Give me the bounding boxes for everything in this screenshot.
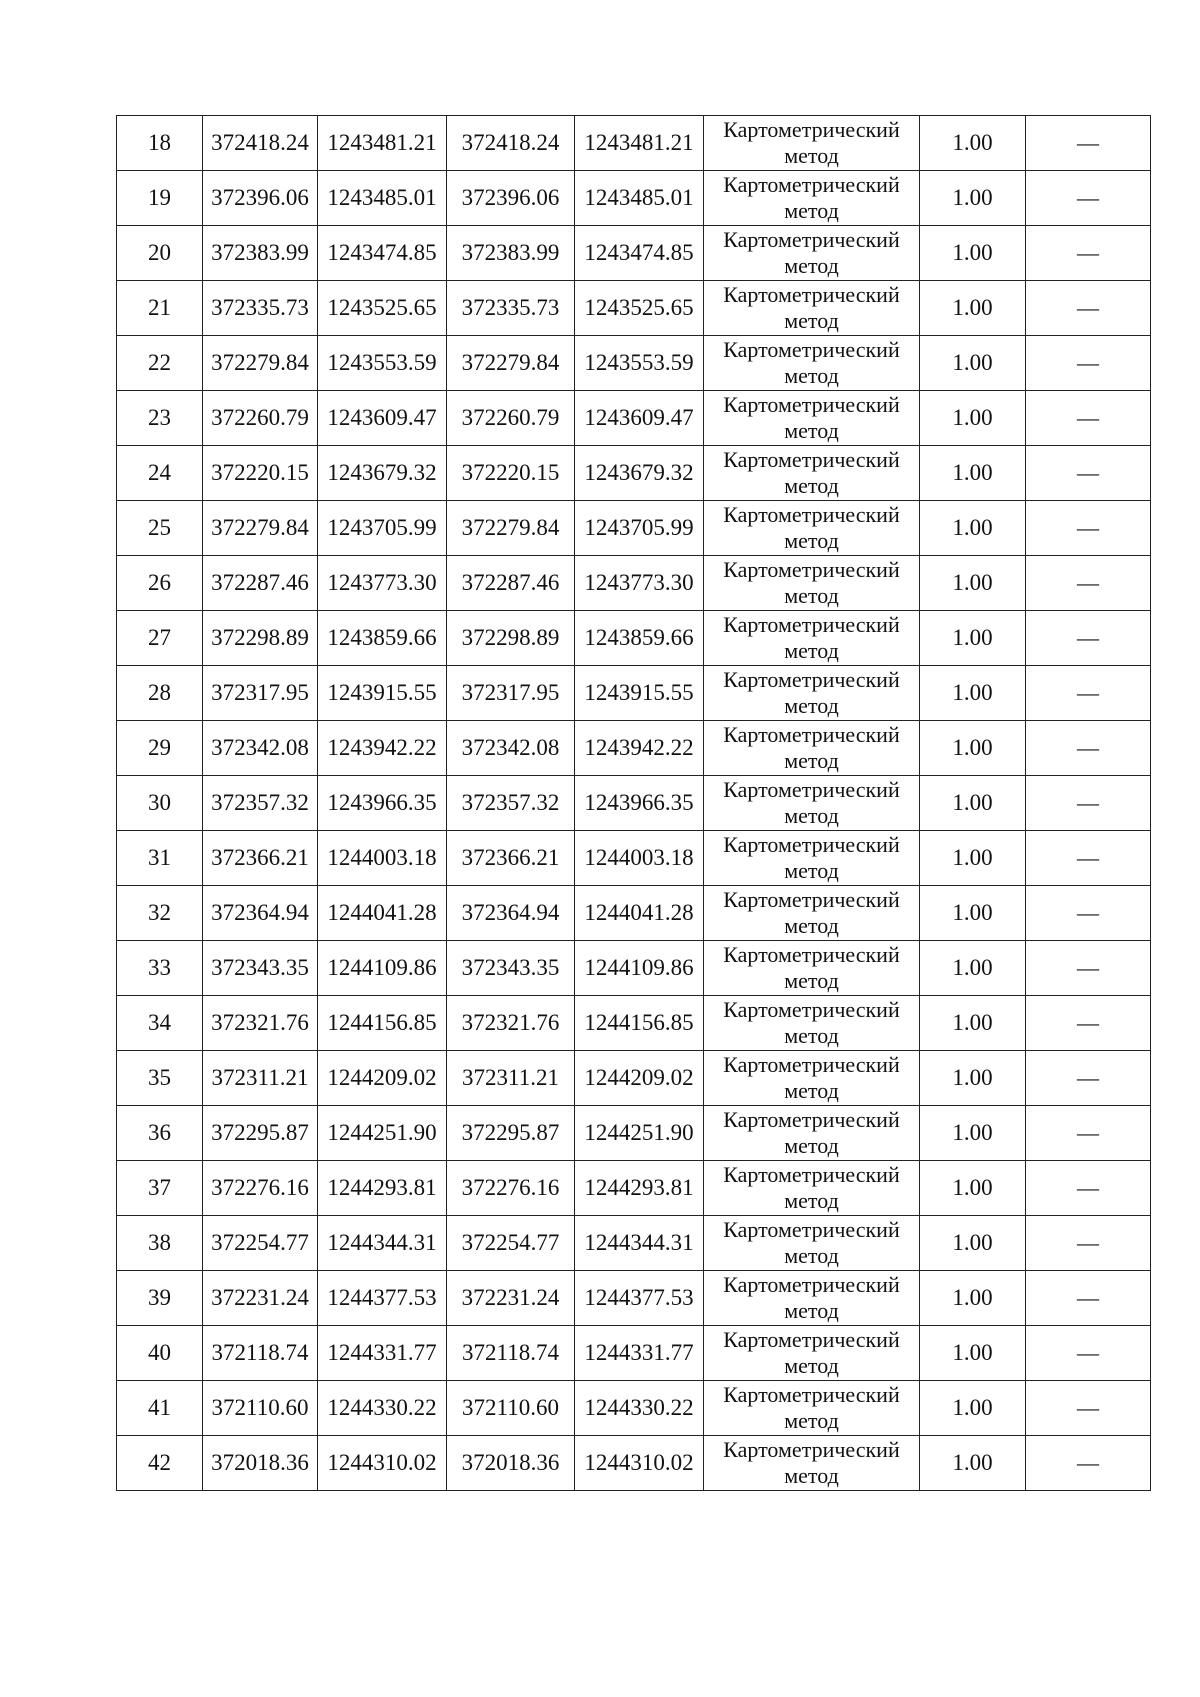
refined-x-cell: 372287.46 [447, 556, 575, 611]
existing-y-cell: 1243481.21 [318, 116, 447, 171]
precision-cell: 1.00 [920, 611, 1026, 666]
method-cell: Картометрический метод [704, 226, 920, 281]
refined-y-cell: 1243773.30 [575, 556, 704, 611]
method-cell: Картометрический метод [704, 721, 920, 776]
existing-x-cell: 372396.06 [203, 171, 318, 226]
method-cell: Картометрический метод [704, 501, 920, 556]
existing-y-cell: 1244156.85 [318, 996, 447, 1051]
precision-cell: 1.00 [920, 336, 1026, 391]
existing-y-cell: 1244310.02 [318, 1436, 447, 1491]
existing-x-cell: 372254.77 [203, 1216, 318, 1271]
refined-x-cell: 372298.89 [447, 611, 575, 666]
refined-y-cell: 1244156.85 [575, 996, 704, 1051]
method-cell: Картометрический метод [704, 1326, 920, 1381]
method-cell: Картометрический метод [704, 556, 920, 611]
precision-cell: 1.00 [920, 1051, 1026, 1106]
point-number-cell: 18 [117, 116, 203, 171]
method-cell: Картометрический метод [704, 1436, 920, 1491]
method-cell: Картометрический метод [704, 281, 920, 336]
precision-cell: 1.00 [920, 1106, 1026, 1161]
table-row [117, 336, 1151, 391]
existing-x-cell: 372276.16 [203, 1161, 318, 1216]
precision-cell: 1.00 [920, 391, 1026, 446]
refined-x-cell: 372220.15 [447, 446, 575, 501]
point-number-cell: 22 [117, 336, 203, 391]
refined-y-cell: 1244003.18 [575, 831, 704, 886]
table-row [117, 171, 1151, 226]
note-cell: — [1026, 336, 1151, 391]
point-number-cell: 41 [117, 1381, 203, 1436]
precision-cell: 1.00 [920, 1216, 1026, 1271]
method-cell: Картометрический метод [704, 996, 920, 1051]
precision-cell: 1.00 [920, 1326, 1026, 1381]
method-cell: Картометрический метод [704, 116, 920, 171]
existing-x-cell: 372287.46 [203, 556, 318, 611]
table-row [117, 446, 1151, 501]
refined-y-cell: 1243705.99 [575, 501, 704, 556]
point-number-cell: 25 [117, 501, 203, 556]
table-row [117, 1326, 1151, 1381]
note-cell: — [1026, 501, 1151, 556]
existing-x-cell: 372357.32 [203, 776, 318, 831]
table-row [117, 1436, 1151, 1491]
method-cell: Картометрический метод [704, 171, 920, 226]
refined-y-cell: 1243966.35 [575, 776, 704, 831]
existing-x-cell: 372383.99 [203, 226, 318, 281]
existing-y-cell: 1244293.81 [318, 1161, 447, 1216]
refined-x-cell: 372383.99 [447, 226, 575, 281]
table-row [117, 1106, 1151, 1161]
note-cell: — [1026, 831, 1151, 886]
existing-x-cell: 372279.84 [203, 501, 318, 556]
note-cell: — [1026, 611, 1151, 666]
refined-x-cell: 372364.94 [447, 886, 575, 941]
existing-y-cell: 1244109.86 [318, 941, 447, 996]
point-number-cell: 38 [117, 1216, 203, 1271]
existing-y-cell: 1243525.65 [318, 281, 447, 336]
existing-y-cell: 1244344.31 [318, 1216, 447, 1271]
precision-cell: 1.00 [920, 886, 1026, 941]
refined-x-cell: 372276.16 [447, 1161, 575, 1216]
precision-cell: 1.00 [920, 1436, 1026, 1491]
refined-x-cell: 372018.36 [447, 1436, 575, 1491]
existing-x-cell: 372018.36 [203, 1436, 318, 1491]
note-cell: — [1026, 1326, 1151, 1381]
existing-x-cell: 372231.24 [203, 1271, 318, 1326]
existing-y-cell: 1243553.59 [318, 336, 447, 391]
precision-cell: 1.00 [920, 226, 1026, 281]
refined-x-cell: 372317.95 [447, 666, 575, 721]
precision-cell: 1.00 [920, 446, 1026, 501]
refined-y-cell: 1243485.01 [575, 171, 704, 226]
refined-y-cell: 1244109.86 [575, 941, 704, 996]
precision-cell: 1.00 [920, 556, 1026, 611]
refined-x-cell: 372343.35 [447, 941, 575, 996]
existing-x-cell: 372321.76 [203, 996, 318, 1051]
method-cell: Картометрический метод [704, 776, 920, 831]
precision-cell: 1.00 [920, 721, 1026, 776]
table-row [117, 941, 1151, 996]
note-cell: — [1026, 1051, 1151, 1106]
point-number-cell: 24 [117, 446, 203, 501]
note-cell: — [1026, 941, 1151, 996]
refined-y-cell: 1243481.21 [575, 116, 704, 171]
refined-x-cell: 372357.32 [447, 776, 575, 831]
existing-y-cell: 1243609.47 [318, 391, 447, 446]
existing-x-cell: 372335.73 [203, 281, 318, 336]
precision-cell: 1.00 [920, 831, 1026, 886]
existing-x-cell: 372342.08 [203, 721, 318, 776]
table-row [117, 1161, 1151, 1216]
refined-y-cell: 1243859.66 [575, 611, 704, 666]
note-cell: — [1026, 1381, 1151, 1436]
note-cell: — [1026, 1436, 1151, 1491]
note-cell: — [1026, 996, 1151, 1051]
note-cell: — [1026, 281, 1151, 336]
note-cell: — [1026, 1271, 1151, 1326]
table-row [117, 556, 1151, 611]
precision-cell: 1.00 [920, 281, 1026, 336]
note-cell: — [1026, 391, 1151, 446]
method-cell: Картометрический метод [704, 611, 920, 666]
table-row [117, 501, 1151, 556]
method-cell: Картометрический метод [704, 1106, 920, 1161]
existing-y-cell: 1243942.22 [318, 721, 447, 776]
method-cell: Картометрический метод [704, 831, 920, 886]
precision-cell: 1.00 [920, 996, 1026, 1051]
precision-cell: 1.00 [920, 776, 1026, 831]
point-number-cell: 36 [117, 1106, 203, 1161]
table-row [117, 1381, 1151, 1436]
existing-y-cell: 1244251.90 [318, 1106, 447, 1161]
point-number-cell: 35 [117, 1051, 203, 1106]
refined-y-cell: 1244344.31 [575, 1216, 704, 1271]
point-number-cell: 31 [117, 831, 203, 886]
table-row [117, 721, 1151, 776]
method-cell: Картометрический метод [704, 886, 920, 941]
point-number-cell: 34 [117, 996, 203, 1051]
table-row [117, 226, 1151, 281]
point-number-cell: 40 [117, 1326, 203, 1381]
refined-x-cell: 372396.06 [447, 171, 575, 226]
existing-x-cell: 372364.94 [203, 886, 318, 941]
existing-x-cell: 372118.74 [203, 1326, 318, 1381]
refined-x-cell: 372366.21 [447, 831, 575, 886]
refined-x-cell: 372418.24 [447, 116, 575, 171]
table-row [117, 831, 1151, 886]
existing-y-cell: 1243474.85 [318, 226, 447, 281]
point-number-cell: 27 [117, 611, 203, 666]
note-cell: — [1026, 1216, 1151, 1271]
refined-y-cell: 1243609.47 [575, 391, 704, 446]
table-row [117, 666, 1151, 721]
existing-y-cell: 1244377.53 [318, 1271, 447, 1326]
existing-x-cell: 372418.24 [203, 116, 318, 171]
point-number-cell: 28 [117, 666, 203, 721]
refined-y-cell: 1244331.77 [575, 1326, 704, 1381]
table-row [117, 886, 1151, 941]
existing-x-cell: 372260.79 [203, 391, 318, 446]
precision-cell: 1.00 [920, 941, 1026, 996]
existing-y-cell: 1243705.99 [318, 501, 447, 556]
table-row [117, 1051, 1151, 1106]
refined-y-cell: 1244041.28 [575, 886, 704, 941]
point-number-cell: 23 [117, 391, 203, 446]
note-cell: — [1026, 1161, 1151, 1216]
table-row [117, 996, 1151, 1051]
refined-y-cell: 1243474.85 [575, 226, 704, 281]
existing-x-cell: 372279.84 [203, 336, 318, 391]
existing-y-cell: 1244209.02 [318, 1051, 447, 1106]
table-row [117, 391, 1151, 446]
point-number-cell: 37 [117, 1161, 203, 1216]
point-number-cell: 39 [117, 1271, 203, 1326]
note-cell: — [1026, 446, 1151, 501]
existing-x-cell: 372317.95 [203, 666, 318, 721]
existing-x-cell: 372311.21 [203, 1051, 318, 1106]
refined-y-cell: 1243915.55 [575, 666, 704, 721]
method-cell: Картометрический метод [704, 446, 920, 501]
refined-x-cell: 372279.84 [447, 501, 575, 556]
method-cell: Картометрический метод [704, 666, 920, 721]
note-cell: — [1026, 171, 1151, 226]
table-row [117, 1216, 1151, 1271]
table-body [117, 116, 1151, 1491]
note-cell: — [1026, 721, 1151, 776]
point-number-cell: 19 [117, 171, 203, 226]
method-cell: Картометрический метод [704, 336, 920, 391]
point-number-cell: 20 [117, 226, 203, 281]
refined-y-cell: 1244377.53 [575, 1271, 704, 1326]
point-number-cell: 21 [117, 281, 203, 336]
point-number-cell: 42 [117, 1436, 203, 1491]
method-cell: Картометрический метод [704, 1161, 920, 1216]
method-cell: Картометрический метод [704, 1271, 920, 1326]
method-cell: Картометрический метод [704, 941, 920, 996]
refined-y-cell: 1244330.22 [575, 1381, 704, 1436]
method-cell: Картометрический метод [704, 1051, 920, 1106]
point-number-cell: 29 [117, 721, 203, 776]
refined-x-cell: 372231.24 [447, 1271, 575, 1326]
point-number-cell: 26 [117, 556, 203, 611]
precision-cell: 1.00 [920, 171, 1026, 226]
existing-y-cell: 1243859.66 [318, 611, 447, 666]
precision-cell: 1.00 [920, 501, 1026, 556]
precision-cell: 1.00 [920, 666, 1026, 721]
refined-x-cell: 372321.76 [447, 996, 575, 1051]
refined-x-cell: 372295.87 [447, 1106, 575, 1161]
existing-x-cell: 372366.21 [203, 831, 318, 886]
method-cell: Картометрический метод [704, 1216, 920, 1271]
note-cell: — [1026, 1106, 1151, 1161]
table-row [117, 611, 1151, 666]
refined-y-cell: 1244293.81 [575, 1161, 704, 1216]
precision-cell: 1.00 [920, 1161, 1026, 1216]
method-cell: Картометрический метод [704, 1381, 920, 1436]
refined-y-cell: 1243679.32 [575, 446, 704, 501]
precision-cell: 1.00 [920, 1271, 1026, 1326]
point-number-cell: 32 [117, 886, 203, 941]
point-number-cell: 30 [117, 776, 203, 831]
refined-x-cell: 372342.08 [447, 721, 575, 776]
existing-y-cell: 1243679.32 [318, 446, 447, 501]
existing-y-cell: 1243485.01 [318, 171, 447, 226]
coordinates-table [116, 115, 1151, 1491]
existing-x-cell: 372110.60 [203, 1381, 318, 1436]
precision-cell: 1.00 [920, 1381, 1026, 1436]
existing-y-cell: 1244331.77 [318, 1326, 447, 1381]
point-number-cell: 33 [117, 941, 203, 996]
refined-y-cell: 1244251.90 [575, 1106, 704, 1161]
refined-y-cell: 1244209.02 [575, 1051, 704, 1106]
existing-y-cell: 1244003.18 [318, 831, 447, 886]
table-row [117, 116, 1151, 171]
existing-x-cell: 372295.87 [203, 1106, 318, 1161]
note-cell: — [1026, 556, 1151, 611]
refined-x-cell: 372110.60 [447, 1381, 575, 1436]
note-cell: — [1026, 116, 1151, 171]
existing-x-cell: 372220.15 [203, 446, 318, 501]
refined-x-cell: 372335.73 [447, 281, 575, 336]
refined-y-cell: 1243525.65 [575, 281, 704, 336]
existing-x-cell: 372298.89 [203, 611, 318, 666]
note-cell: — [1026, 776, 1151, 831]
existing-y-cell: 1244330.22 [318, 1381, 447, 1436]
existing-y-cell: 1243966.35 [318, 776, 447, 831]
refined-x-cell: 372254.77 [447, 1216, 575, 1271]
existing-y-cell: 1243773.30 [318, 556, 447, 611]
existing-y-cell: 1243915.55 [318, 666, 447, 721]
refined-y-cell: 1243942.22 [575, 721, 704, 776]
table-row [117, 281, 1151, 336]
refined-x-cell: 372279.84 [447, 336, 575, 391]
refined-y-cell: 1243553.59 [575, 336, 704, 391]
refined-x-cell: 372260.79 [447, 391, 575, 446]
refined-x-cell: 372118.74 [447, 1326, 575, 1381]
existing-y-cell: 1244041.28 [318, 886, 447, 941]
precision-cell: 1.00 [920, 116, 1026, 171]
existing-x-cell: 372343.35 [203, 941, 318, 996]
note-cell: — [1026, 886, 1151, 941]
table-row [117, 1271, 1151, 1326]
note-cell: — [1026, 226, 1151, 281]
method-cell: Картометрический метод [704, 391, 920, 446]
refined-x-cell: 372311.21 [447, 1051, 575, 1106]
note-cell: — [1026, 666, 1151, 721]
refined-y-cell: 1244310.02 [575, 1436, 704, 1491]
table-row [117, 776, 1151, 831]
